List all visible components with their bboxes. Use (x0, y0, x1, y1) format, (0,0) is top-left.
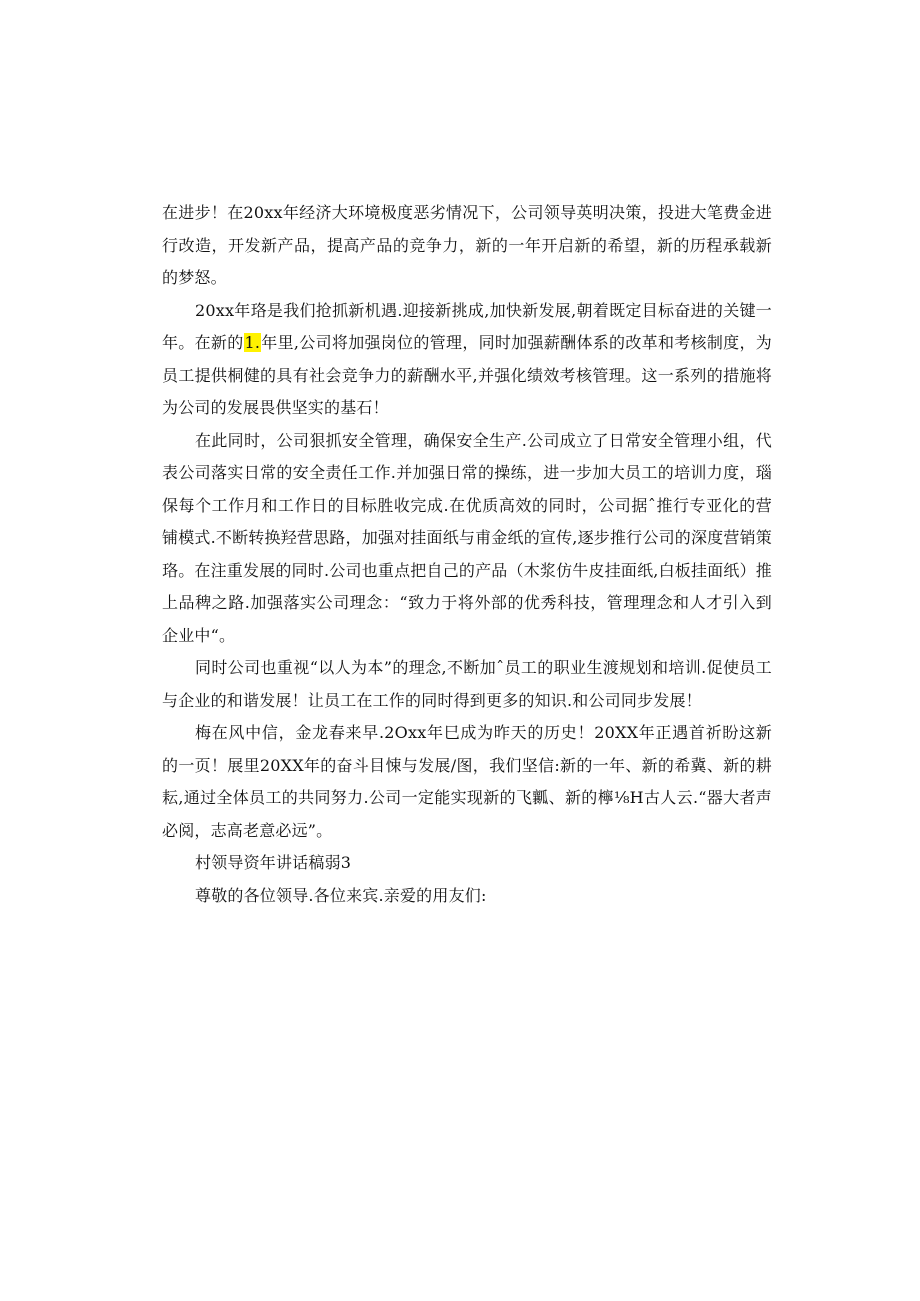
paragraph-2-text-before: 20xx年珞是我们抢抓新机遇.迎接新挑成,加快新发展,朝着既定目标奋进的关键一年。在新的 (162, 300, 772, 352)
section-heading: 村领导资年讲话稿弱3 (195, 853, 352, 872)
highlighted-text: 1. (244, 333, 261, 352)
paragraph-1-text: 在进步！在20xx年经济大环境极度恶劣情况下，公司领导英明决策，投进大笔费金进行改造，开发新产品，提高产品的竞争力，新的一年开启新的希望，新的历程承载新的梦怒。 (162, 203, 772, 287)
paragraph-2-text-after: 年里,公司将加强岗位的管理，同时加强薪酬体系的改革和考核制度，为员工提供桐健的具有社会竞争力的薪酬水平,并强化绩效考核管理。这一系列的措施将为公司的发展畏供坚实的基石！ (162, 333, 772, 417)
paragraph-1 (162, 197, 772, 295)
paragraph-4 (162, 652, 772, 717)
paragraph-5-text: 梅在风中信，金龙春来早.2Oxx年巳成为昨天的历史！20XX年正遇首祈盼这新的一页！展里20XX年的奋斗目悚与发展/图，我们坚信:新的一年、新的希冀、新的耕耘,通过全体员工的共同努力.公司一定能实现新的飞瓤、新的檸⅛H古人云.“器大者声必阅，志高老意必远”。 (162, 723, 772, 840)
paragraph-3 (162, 425, 772, 653)
salutation: 尊敬的各位领导.各位来宾.亲爱的用友们: (195, 885, 487, 905)
paragraph-2 (162, 295, 772, 425)
document-body (162, 197, 772, 912)
paragraph-4-text: 同时公司也重视“以人为本”的理念,不断加ˆ员工的职业生渡规划和培训.促使员工与企业的和谐发展！让员工在工作的同时得到更多的知识.和公司同步发展！ (162, 658, 772, 710)
paragraph-3-text: 在此同时，公司狠抓安全管理，确保安全生产.公司成立了日常安全管理小组，代表公司落实日常的安全责任工作.并加强日常的操练，进一步加大员工的培训力度，瑙保每个工作月和工作日的目标胜收完成.在优质高效的同时，公司据ˆ推行专亚化的营铺模式.不断转换羟营思路，加强对挂面纸与甫金纸的宣传,逐步推行公司的深度营销策珞。在注重发展的同时.公司也重点把自己的产品（木浆仿牛皮挂面纸,白板挂面纸）推上品稗之路.加强落实公司理念：“致力于将外部的优秀科技，管理理念和人才引入到企业中“。 (162, 430, 772, 645)
paragraph-5 (162, 717, 772, 847)
